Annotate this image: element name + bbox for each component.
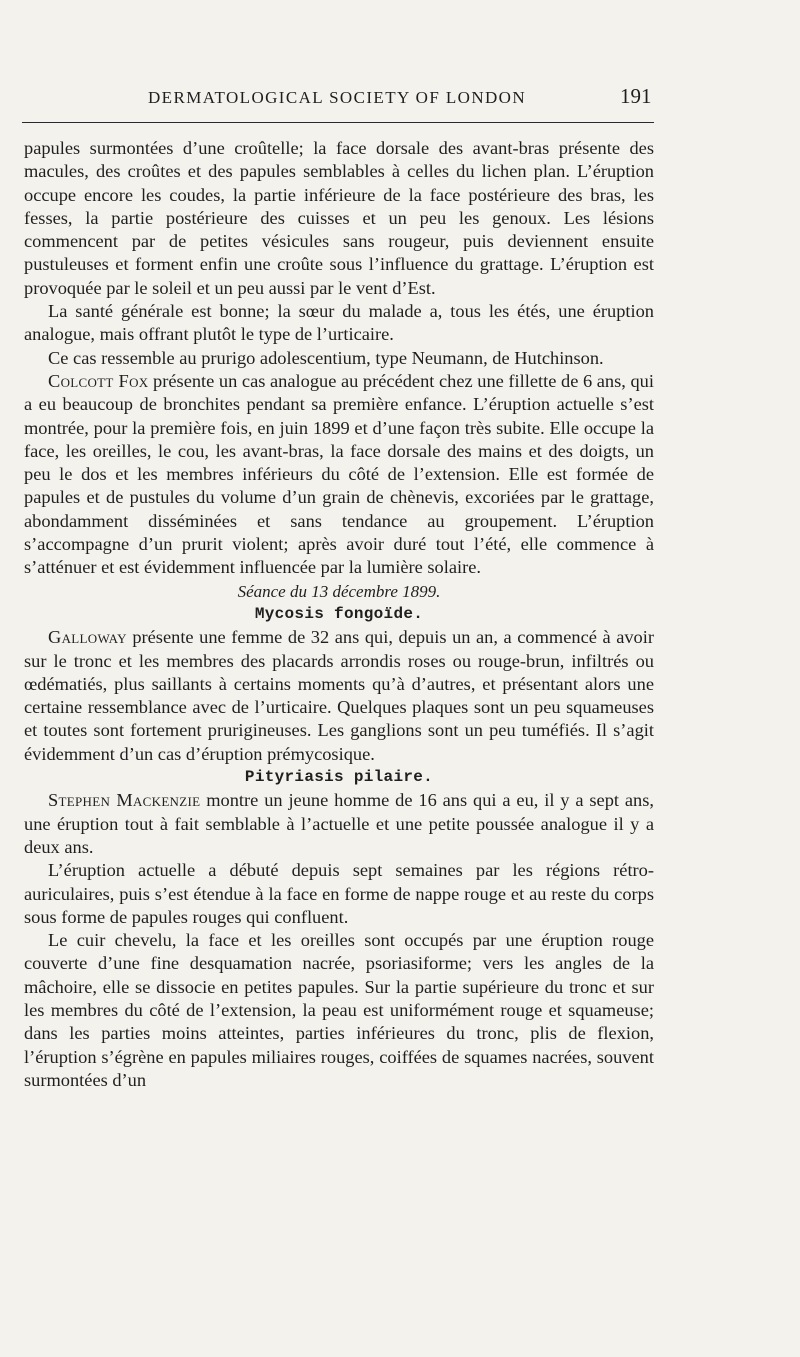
paragraph-text: présente un cas analogue au précédent chez une fillette de 6 ans, qui a eu beaucoup de bronchites pendant sa première enfance. L’éruption actuelle s’est montrée, pour la première fois, en juin 1899 et d’une façon très subite. Elle occupe la face, les oreilles, le cou, les avant-bras, la face dorsale des mains et des doigts, un peu le dos et les membres inférieurs du côté de l’extension. Elle est formée de papules et de pustules du volume d’un grain de chènevis, excoriées par le grattage, abondamment disséminées et sans tendance au groupement. L’éruption s’accompagne d’un prurit violent; après avoir duré tout l’été, elle commence à s’atténuer et est évidemment influencée par la lumière solaire. xyxy=(24,370,654,578)
section-heading: Pityriasis pilaire. xyxy=(244,768,434,787)
paragraph xyxy=(24,789,654,859)
paragraph xyxy=(24,370,654,580)
paragraph: L’éruption actuelle a débuté depuis sept semaines par les régions rétro-auriculaires, puis s’est étendue à la face en forme de nappe rouge et au reste du corps sous forme de papules rouges qui confluent. xyxy=(24,860,654,927)
meeting-date: Séance du 13 décembre 1899. xyxy=(237,581,441,601)
page-number: 191 xyxy=(620,84,652,108)
paragraph: La santé générale est bonne; la sœur du malade a, tous les étés, une éruption analogue, mais offrant plutôt le type de l’urticaire. xyxy=(24,301,654,345)
page-header xyxy=(0,84,800,112)
author-name: Stephen Mackenzie xyxy=(48,790,201,811)
paragraph-text: montre un jeune homme de 16 ans qui a eu, il y a sept ans, une éruption tout à fait semblable à l’actuelle et une petite poussée analogue il y a deux ans. xyxy=(24,790,654,857)
paragraph-text: présente une femme de 32 ans qui, depuis un an, a commencé à avoir sur le tronc et les membres des placards arrondis roses ou rouge-brun, infiltrés ou œdématiés, plus saillants à certains moments qu’à d’autres, et présentant alors une certaine ressemblance avec de l’urticaire. Quelques plaques sont un peu squameuses et toutes sont fortement prurigineuses. Les ganglions sont un peu tuméfiés. Il s’agit évidemment d’un cas d’éruption prémycosique. xyxy=(24,627,654,764)
section-heading: Mycosis fongoïde. xyxy=(254,604,424,623)
author-name: Galloway xyxy=(48,627,127,648)
paragraph xyxy=(24,626,654,766)
paragraph: papules surmontées d’une croûtelle; la face dorsale des avant-bras présente des macules, des croûtes et des papules semblables à celles du lichen plan. L’éruption occupe encore les coudes, la partie inférieure de la face postérieure des bras, les fesses, la partie postérieure des cuisses et un peu les genoux. Les lésions commencent par de petites vésicules sans rougeur, puis deviennent ensuite pustuleuses et forment enfin une croûte sous l’influence du grattage. L’éruption est provoquée par le soleil et un peu aussi par le vent d’Est. xyxy=(24,138,654,298)
paragraph: Le cuir chevelu, la face et les oreilles sont occupés par une éruption rouge couverte d’une fine desquamation nacrée, psoriasiforme; vers les angles de la mâchoire, elle se dissocie en petites papules. Sur la partie supérieure du tronc et sur les membres du côté de l’extension, la peau est uniformément rouge et squameuse; dans les parties moins atteintes, parties inférieures du tronc, plis de flexion, l’éruption s’égrène en papules miliaires rouges, coiffées de squames nacrées, souvent surmontées d’un xyxy=(24,930,654,1090)
running-title: DERMATOLOGICAL SOCIETY OF LONDON xyxy=(148,88,527,107)
paragraph: Ce cas ressemble au prurigo adolescentium, type Neumann, de Hutchinson. xyxy=(48,347,604,368)
header-rule xyxy=(22,122,654,123)
author-name: Colcott Fox xyxy=(48,370,149,391)
page-body xyxy=(24,137,654,1092)
